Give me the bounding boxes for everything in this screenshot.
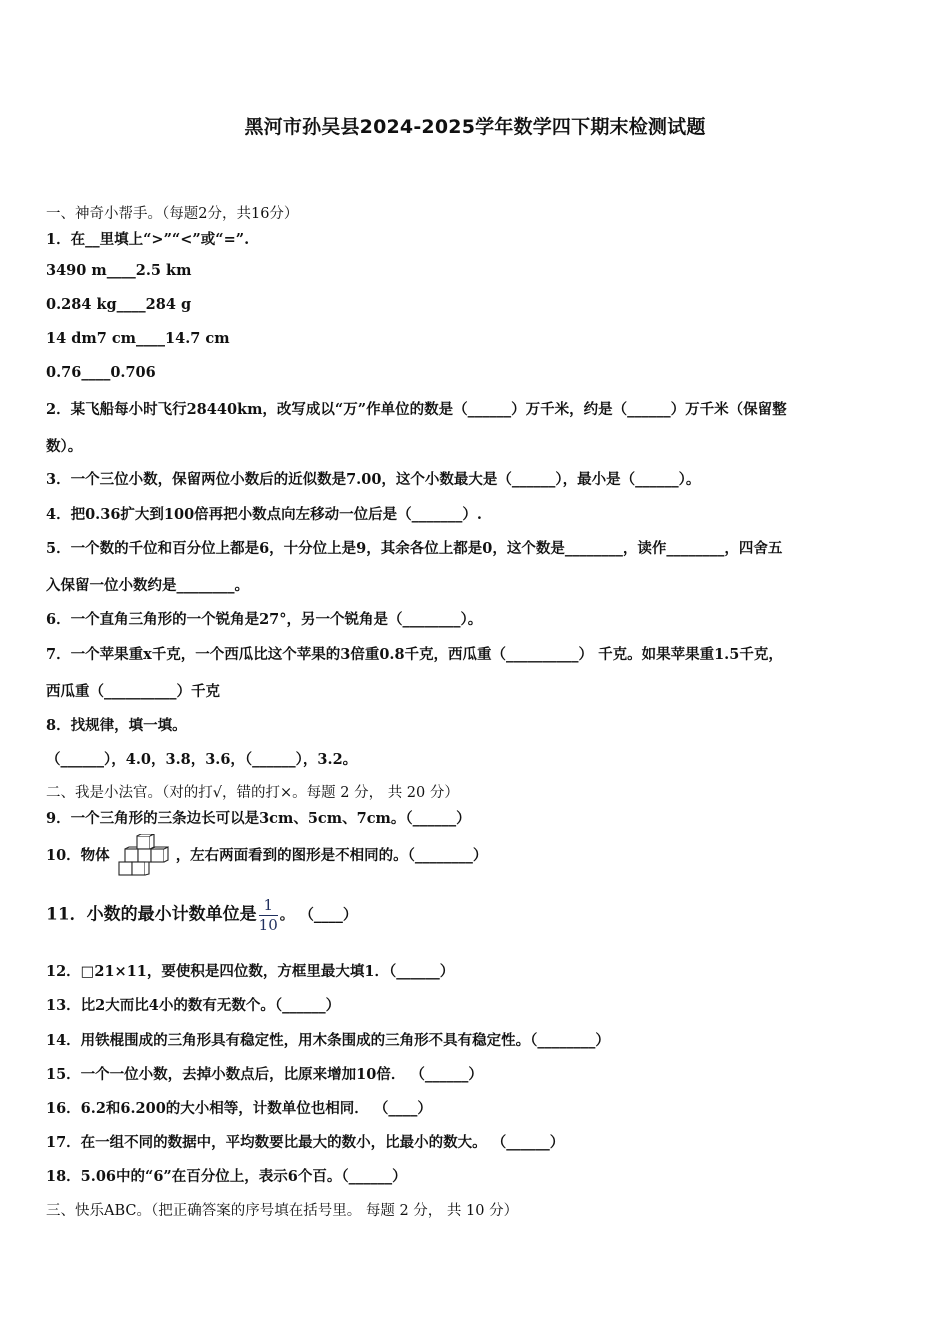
cube-mid-left (125, 849, 138, 862)
question-5-line-1: 5．一个数的千位和百分位上都是6，十分位上是9，其余各位上都是0，这个数是________，读作________，四舍五 (46, 540, 783, 557)
question-7-line-2: 西瓜重（__________）千克 (46, 683, 220, 700)
fraction-denominator: 10 (258, 916, 278, 934)
question-11-suffix: 。 （____） (279, 906, 358, 924)
question-2-line-1: 2．某飞船每小时飞行28440km，改写成以“万”作单位的数是（______）万千米，约是（______）万千米（保留整 (46, 401, 787, 418)
cube-mid-right (151, 849, 164, 862)
section-one-heading: 一、神奇小帮手。（每题2分，共16分） (46, 206, 299, 222)
question-13: 13．比2大而比4小的数有无数个。（______） (46, 997, 341, 1014)
question-6: 6．一个直角三角形的一个锐角是27°，另一个锐角是（________）。 (46, 611, 483, 628)
cube-stack-figure (111, 834, 175, 878)
cube-bottom-right (132, 862, 145, 875)
question-10-prefix: 10．物体 (46, 847, 110, 864)
cube-bottom-left (119, 862, 132, 875)
question-1b: 0.284 kg____284 g (46, 296, 192, 313)
question-8-sequence: （______），4.0，3.8，3.6，（______），3.2。 (46, 751, 358, 768)
question-3: 3．一个三位小数，保留两位小数后的近似数是7.00，这个小数最大是（______），最小是（______）。 (46, 471, 701, 488)
question-16: 16．6.2和6.200的大小相等，计数单位也相同． （____） (46, 1100, 432, 1117)
page-title: 黑河市孙吴县2024-2025学年数学四下期末检测试题 (244, 116, 706, 138)
question-1c: 14 dm7 cm____14.7 cm (46, 330, 230, 347)
question-15: 15．一个一位小数，去掉小数点后，比原来增加10倍． （______） (46, 1066, 483, 1083)
cube-top (137, 836, 150, 849)
question-10 (46, 834, 487, 878)
section-two-heading: 二、我是小法官。（对的打√，错的打×。每题 2 分， 共 20 分） (46, 785, 459, 801)
fraction-numerator: 1 (263, 896, 273, 914)
question-8: 8．找规律，填一填。 (46, 717, 187, 734)
question-5-line-2: 入保留一位小数约是________。 (46, 577, 249, 594)
question-2-line-2: 数）。 (46, 438, 83, 455)
section-three-heading: 三、快乐ABC。（把正确答案的序号填在括号里。 每题 2 分， 共 10 分） (46, 1203, 519, 1219)
question-11 (46, 898, 357, 933)
question-17: 17．在一组不同的数据中，平均数要比最大的数小，比最小的数大。 （______） (46, 1134, 565, 1151)
question-4: 4．把0.36扩大到100倍再把小数点向左移动一位后是（_______）. (46, 506, 482, 523)
question-10-suffix: ，左右两面看到的图形是不相同的。（________） (175, 847, 488, 864)
question-1: 1．在__里填上“>”“<”或“=”. (46, 231, 250, 248)
fraction-one-tenth (259, 898, 278, 933)
question-14: 14．用铁棍围成的三角形具有稳定性，用木条围成的三角形不具有稳定性。（________） (46, 1032, 610, 1049)
cube-right-side (164, 847, 168, 862)
question-18: 18．5.06中的“6”在百分位上，表示6个百。（______） (46, 1168, 407, 1185)
question-7-line-1: 7．一个苹果重x千克，一个西瓜比这个苹果的3倍重0.8千克，西瓜重（__________） 千克。如果苹果重1.5千克， (46, 646, 783, 663)
cube-bottom-side (145, 862, 149, 875)
question-1a: 3490 m____2.5 km (46, 262, 192, 279)
question-9: 9．一个三角形的三条边长可以是3cm、5cm、7cm。（______） (46, 810, 471, 827)
cube-top-side (150, 834, 154, 849)
question-12: 12．□21×11，要使积是四位数，方框里最大填1．（______） (46, 963, 455, 980)
cube-mid-center (138, 849, 151, 862)
question-1d: 0.76____0.706 (46, 364, 156, 381)
question-11-prefix: 11．小数的最小计数单位是 (46, 904, 257, 925)
